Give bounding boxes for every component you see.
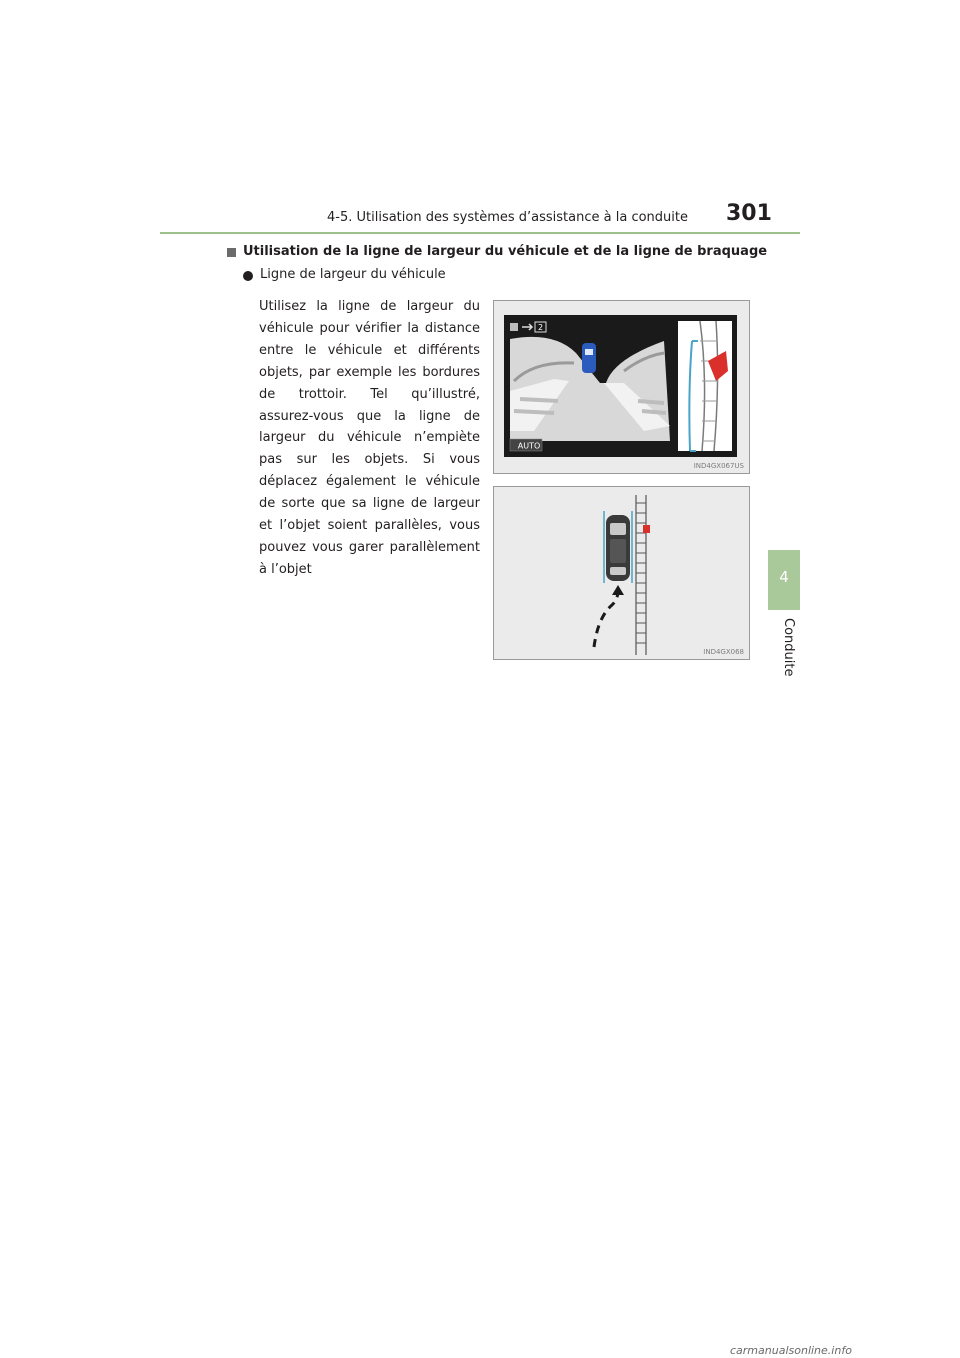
chapter-tab-number: 4: [779, 568, 789, 586]
auto-label: AUTO: [517, 441, 541, 451]
page-number: 301: [726, 201, 772, 226]
header-rule: [160, 232, 800, 234]
parking-diagram-figure: [493, 486, 750, 660]
figure-code: IND4GX068: [703, 648, 744, 656]
figure-code: IND4GX067US: [693, 462, 744, 470]
chapter-tab-label: Conduite: [781, 618, 796, 677]
body-paragraph: Utilisez la ligne de largeur du véhicule pour vérifier la distance entre le véhicule et différents objets, par exemple les bordures de trottoir. Tel qu’illustré, assurez-vous que la ligne de largeur du véhicule n’empiète pas sur les objets. Si vous déplacez également le véhicule de sorte que sa ligne de largeur et l’objet soient parallèles, vous pouvez vous garer parallèlement à l’objet: [259, 299, 480, 577]
camera-view-illustration: [494, 301, 749, 473]
watermark: carmanualsonline.info: [730, 1344, 852, 1357]
header-section-title: 4-5. Utilisation des systèmes d’assistance à la conduite: [327, 210, 688, 225]
section-heading: Utilisation de la ligne de largeur du véhicule et de la ligne de braquage: [243, 244, 768, 259]
heading-marker-icon: [227, 248, 236, 257]
camera-view-figure: [493, 300, 750, 474]
bullet-label: Ligne de largeur du véhicule: [260, 267, 446, 282]
gear-indicator: 2: [537, 323, 544, 332]
parking-diagram-illustration: [494, 487, 749, 659]
bullet-icon: [243, 271, 253, 281]
